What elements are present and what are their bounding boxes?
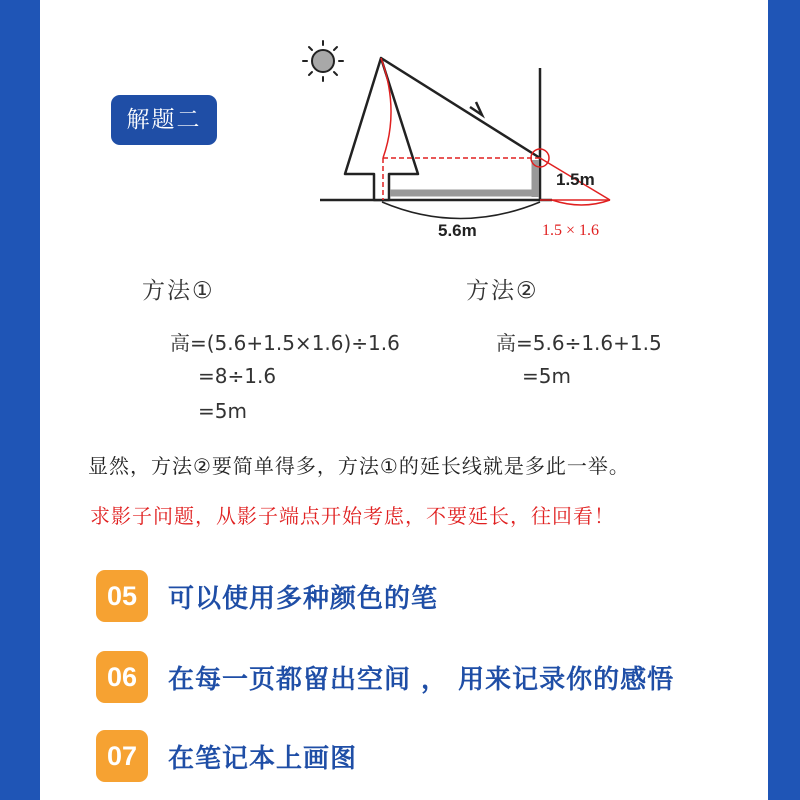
method1-line-3: =5m [198, 399, 247, 423]
section-tag: 解题二 [111, 95, 217, 145]
ray-arrow [470, 102, 482, 115]
label-height: 1.5m [556, 170, 595, 189]
tip-item-05 [96, 570, 438, 622]
tip-text: 在每一页都留出空间 ， 用来记录你的感悟 [168, 664, 675, 695]
tip-item-07 [96, 730, 357, 782]
method1-line-1: 高=(5.6+1.5×1.6)÷1.6 [170, 331, 400, 355]
method1-title: 方法① [142, 278, 215, 304]
label-base: 5.6m [438, 221, 477, 240]
method1-line-2: =8÷1.6 [198, 364, 277, 388]
method2-line-1: 高=5.6÷1.6+1.5 [496, 331, 662, 355]
method2-title: 方法② [466, 278, 539, 304]
label-product: 1.5 × 1.6 [542, 222, 600, 239]
base-brace [382, 202, 540, 219]
tip-text: 在笔记本上画图 [168, 743, 358, 774]
tip-number-badge: 07 [96, 730, 148, 782]
method2-line-2: =5m [522, 364, 571, 388]
tip-item-06 [96, 651, 674, 703]
sun-icon [303, 41, 343, 81]
shadow-diagram [290, 30, 650, 250]
conclusion-text: 显然，方法②要简单得多，方法①的延长线就是多此一举。 [88, 454, 630, 478]
tip-number-badge: 06 [96, 651, 148, 703]
tip-text: 可以使用多种颜色的笔 [168, 583, 439, 614]
tree-shape [345, 58, 418, 200]
tip-number-badge: 05 [96, 570, 148, 622]
tip-red-text: 求影子问题，从影子端点开始考虑，不要延长，往回看！ [90, 504, 615, 528]
